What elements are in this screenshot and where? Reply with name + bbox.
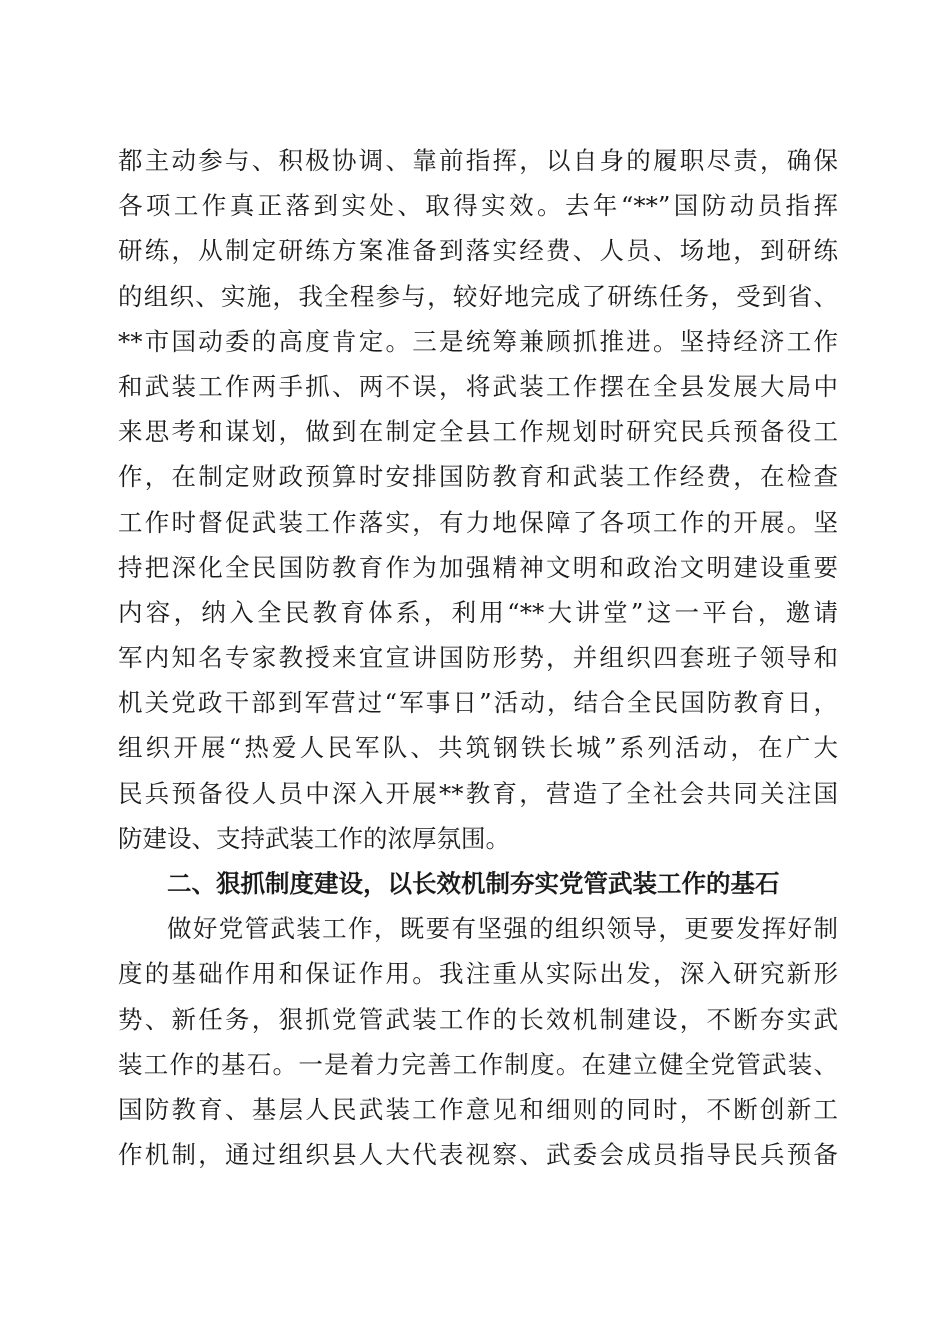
paragraph-line: 的组织、实施，我全程参与，较好地完成了研练任务，受到省、 — [118, 281, 838, 311]
paragraph-line: 内容，纳入全民教育体系，利用“**大讲堂”这一平台，邀请 — [118, 597, 838, 627]
paragraph-line: 度的基础作用和保证作用。我注重从实际出发，深入研究新形 — [118, 959, 838, 989]
paragraph-line: 国防教育、基层人民武装工作意见和细则的同时，不断创新工 — [118, 1094, 838, 1124]
paragraph-line: 势、新任务，狠抓党管武装工作的长效机制建设，不断夯实武 — [118, 1004, 838, 1034]
paragraph-1 — [118, 138, 838, 861]
paragraph-line: 各项工作真正落到实处、取得实效。去年“**”国防动员指挥 — [118, 191, 838, 221]
paragraph-line: 工作时督促武装工作落实，有力地保障了各项工作的开展。坚 — [118, 507, 838, 537]
paragraph-line: 军内知名专家教授来宜宣讲国防形势，并组织四套班子领导和 — [118, 643, 838, 673]
paragraph-line: 组织开展“热爱人民军队、共筑钢铁长城”系列活动，在广大 — [118, 733, 838, 763]
paragraph-line: 作，在制定财政预算时安排国防教育和武装工作经费，在检查 — [118, 462, 838, 492]
paragraph-line: 民兵预备役人员中深入开展**教育，营造了全社会共同关注国 — [118, 778, 838, 808]
paragraph-line: 机关党政干部到军营过“军事日”活动，结合全民国防教育日， — [118, 688, 838, 718]
paragraph-line: 装工作的基石。一是着力完善工作制度。在建立健全党管武装、 — [118, 1049, 838, 1079]
paragraph-line: **市国动委的高度肯定。三是统筹兼顾抓推进。坚持经济工作 — [118, 326, 838, 356]
section-heading: 二、狠抓制度建设，以长效机制夯实党管武装工作的基石 — [167, 869, 780, 898]
paragraph-line: 都主动参与、积极协调、靠前指挥，以自身的履职尽责，确保 — [118, 146, 838, 175]
paragraph-line: 作机制，通过组织县人大代表视察、武委会成员指导民兵预备 — [118, 1140, 838, 1170]
paragraph-line: 研练，从制定研练方案准备到落实经费、人员、场地，到研练 — [118, 236, 838, 266]
paragraph-line: 和武装工作两手抓、两不误，将武装工作摆在全县发展大局中 — [118, 371, 838, 401]
paragraph-line: 防建设、支持武装工作的浓厚氛围。 — [118, 823, 510, 853]
paragraph-line: 做好党管武装工作，既要有坚强的组织领导，更要发挥好制 — [167, 914, 838, 944]
document-body — [118, 138, 838, 1177]
paragraph-line: 来思考和谋划，做到在制定全县工作规划时研究民兵预备役工 — [118, 417, 838, 447]
paragraph-line: 持把深化全民国防教育作为加强精神文明和政治文明建设重要 — [118, 552, 838, 582]
paragraph-2 — [118, 906, 838, 1177]
